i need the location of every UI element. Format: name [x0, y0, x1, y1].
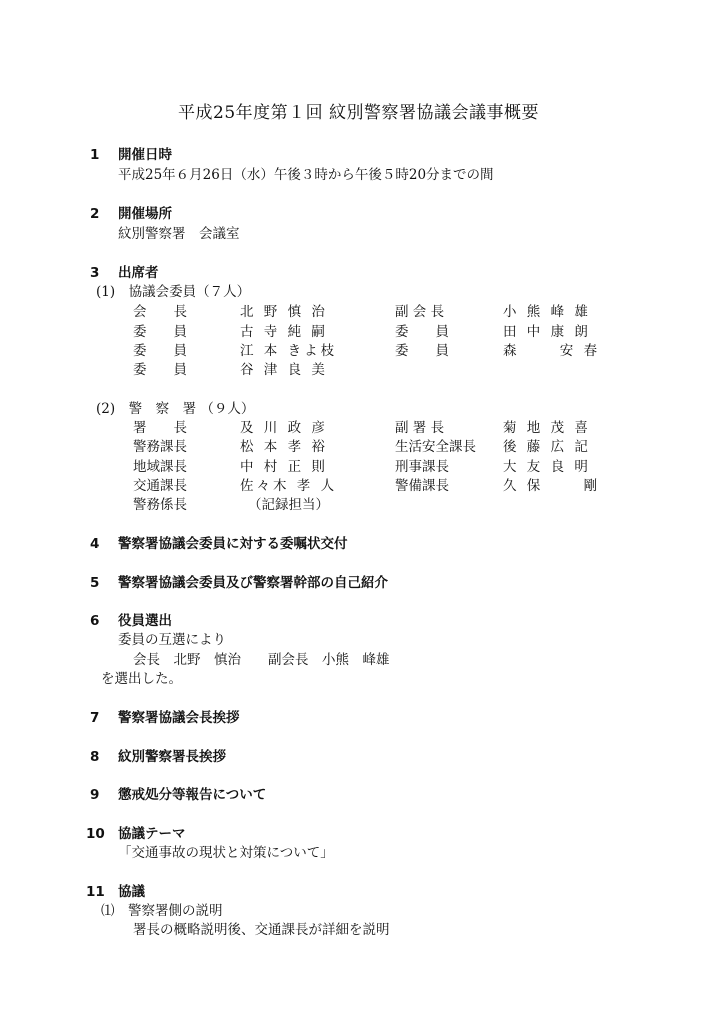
section-8-number: 8	[90, 749, 100, 765]
member-name: 古 寺 純 嗣	[240, 324, 328, 340]
section-4-number: 4	[90, 536, 100, 552]
staff-role: 警務課長	[133, 439, 187, 455]
section-6-number: 6	[90, 613, 100, 629]
section-4-heading: 警察署協議会委員に対する委嘱状交付	[118, 536, 348, 552]
staff-name: 久 保 剛	[503, 478, 601, 494]
member-name: 谷 津 良 美	[240, 362, 328, 378]
member-name: 森 安 春	[503, 343, 601, 359]
section-2-body: 紋別警察署 会議室	[118, 226, 240, 242]
section-10-number: 10	[86, 826, 105, 842]
staff-role: 警務係長	[133, 497, 187, 513]
member-role: 委 員	[133, 324, 187, 340]
section-11-number: 11	[86, 884, 105, 900]
section-10-heading: 協議テーマ	[118, 826, 186, 842]
section-2-number: 2	[90, 206, 100, 222]
section-6-line3: を選出した。	[101, 671, 182, 687]
section-3-sub2-label: (2) 警 察 署 （９人）	[96, 401, 255, 417]
section-6-officers: 会長 北野 慎治 副会長 小熊 峰雄	[133, 652, 390, 668]
staff-name: 菊 地 茂 喜	[503, 420, 591, 436]
section-1-number: 1	[90, 147, 100, 163]
document-title: 平成25年度第１回 紋別警察署協議会議事概要	[178, 103, 540, 123]
staff-role: 生活安全課長	[395, 439, 476, 455]
staff-role: 副 署 長	[395, 420, 445, 436]
section-1-body: 平成25年６月26日（水）午後３時から午後５時20分までの間	[118, 167, 494, 183]
member-role: 会 長	[133, 304, 187, 320]
member-role: 委 員	[395, 343, 449, 359]
member-role: 委 員	[395, 324, 449, 340]
staff-name: 中 村 正 則	[240, 459, 328, 475]
staff-role: 警備課長	[395, 478, 449, 494]
section-6-heading: 役員選出	[118, 613, 172, 629]
section-6-line1: 委員の互選により	[118, 632, 226, 648]
section-11-body: 署長の概略説明後、交通課長が詳細を説明	[133, 922, 390, 938]
staff-name: 及 川 政 彦	[240, 420, 328, 436]
staff-name: 松 本 孝 裕	[240, 439, 328, 455]
staff-role: 交通課長	[133, 478, 187, 494]
section-3-heading: 出席者	[118, 265, 159, 281]
section-5-number: 5	[90, 575, 100, 591]
section-9-number: 9	[90, 787, 100, 803]
staff-note: （記録担当）	[248, 497, 329, 513]
staff-role: 地域課長	[133, 459, 187, 475]
section-9-heading: 懲戒処分等報告について	[118, 787, 267, 803]
member-role: 副 会 長	[395, 304, 445, 320]
section-5-heading: 警察署協議会委員及び警察署幹部の自己紹介	[118, 575, 388, 591]
section-3-sub1-label: (1) 協議会委員（７人）	[96, 284, 251, 300]
staff-role: 刑事課長	[395, 459, 449, 475]
member-name: 小 熊 峰 雄	[503, 304, 591, 320]
section-8-heading: 紋別警察署長挨拶	[118, 749, 226, 765]
section-3-number: 3	[90, 265, 100, 281]
staff-name: 大 友 良 明	[503, 459, 591, 475]
staff-name: 後 藤 広 記	[503, 439, 591, 455]
member-role: 委 員	[133, 343, 187, 359]
member-role: 委 員	[133, 362, 187, 378]
section-2-heading: 開催場所	[118, 206, 172, 222]
section-11-sub1: ⑴ 警察署側の説明	[101, 903, 223, 919]
staff-role: 署 長	[133, 420, 187, 436]
member-name: 北 野 慎 治	[240, 304, 328, 320]
member-name: 田 中 康 朗	[503, 324, 591, 340]
section-11-heading: 協議	[118, 884, 145, 900]
member-name: 江 本 きよ枝	[240, 343, 338, 359]
section-7-heading: 警察署協議会長挨拶	[118, 710, 240, 726]
staff-name: 佐々木 孝 人	[240, 478, 338, 494]
section-1-heading: 開催日時	[118, 147, 172, 163]
section-7-number: 7	[90, 710, 100, 726]
section-10-body: 「交通事故の現状と対策について」	[118, 845, 334, 861]
